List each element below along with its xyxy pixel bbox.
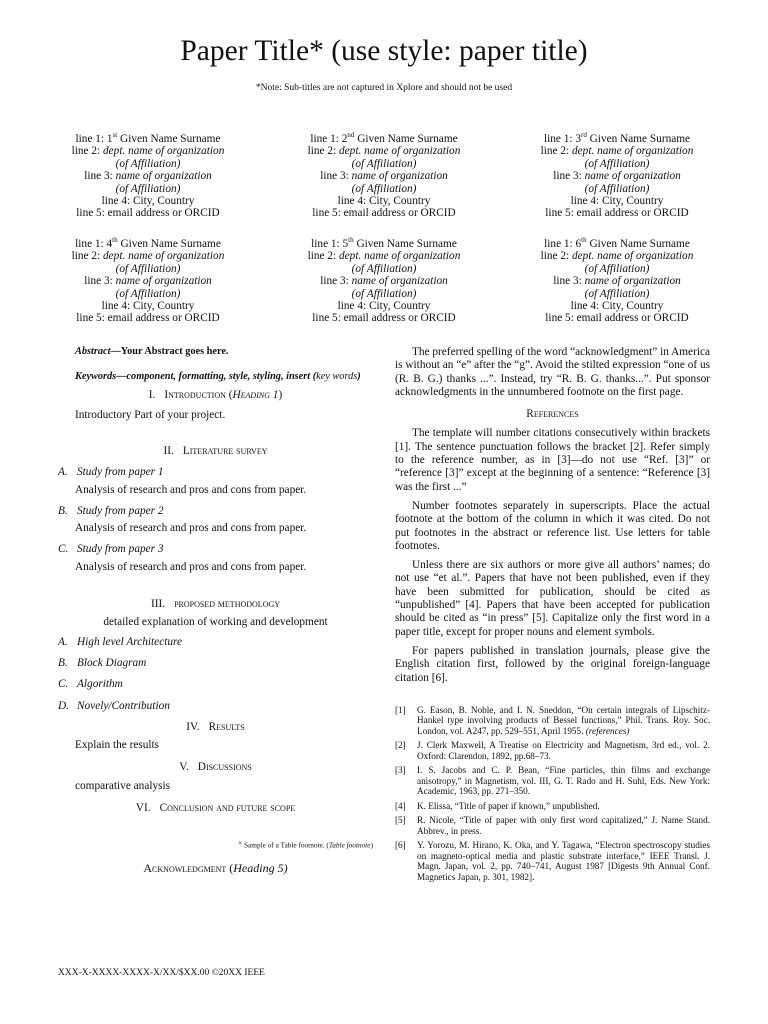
ack-italic: Heading 5 bbox=[233, 860, 284, 875]
author-line-1: line 1: 4th Given Name Surname bbox=[75, 236, 221, 250]
author-entry bbox=[284, 133, 484, 220]
title-note: *Note: Sub-titles are not captured in Xplore and should not be used bbox=[255, 83, 513, 93]
reference-list bbox=[395, 705, 710, 883]
author-line-2-affiliation: (of Affiliation) bbox=[584, 262, 650, 275]
section-heading-conclusion bbox=[58, 802, 373, 815]
author-line-3: line 3: name of organization bbox=[553, 170, 681, 183]
subsection-heading: A. Study from paper 1 bbox=[58, 466, 164, 479]
left-column bbox=[58, 346, 373, 875]
ack-title: Acknowledgment ( bbox=[143, 860, 234, 875]
footnote-italic: Table footnote bbox=[328, 840, 371, 850]
author-entry bbox=[48, 238, 248, 325]
subsection-body: Analysis of research and pros and cons from paper. bbox=[75, 483, 307, 496]
section-number: IV. bbox=[186, 720, 200, 733]
footnote-close: ) bbox=[370, 840, 373, 850]
subsection-heading: C. Algorithm bbox=[58, 678, 123, 691]
author-line-5: line 5: email address or ORCID bbox=[312, 312, 456, 325]
section-title: Discussions bbox=[197, 761, 252, 774]
author-line-1: line 1: 1st Given Name Surname bbox=[75, 131, 221, 145]
author-line-3-affiliation: (of Affiliation) bbox=[584, 287, 650, 300]
author-line-5: line 5: email address or ORCID bbox=[312, 207, 456, 220]
section-heading-introduction bbox=[58, 389, 373, 402]
section-heading-discussions bbox=[58, 761, 373, 774]
reference-item: [6] Y. Yorozu, M. Hirano, K. Oka, and Y. Tagawa, “Electron spectroscopy studies on magneto-optical media and plastic substrate interface,” IEEE Transl. J. Magn. Japan, vol. 2, pp. 740–741, August 1987 [Digests 9th Annual Conf. Magnetics Japan, p. 301, 1982]. bbox=[395, 840, 710, 882]
author-line-2: line 2: dept. name of organization bbox=[307, 250, 461, 263]
section-heading-literature bbox=[58, 445, 373, 458]
author-line-5: line 5: email address or ORCID bbox=[76, 312, 220, 325]
section-number: V. bbox=[179, 761, 189, 774]
table-footnote bbox=[58, 839, 373, 849]
author-line-1: line 1: 2nd Given Name Surname bbox=[310, 131, 458, 145]
author-line-2-affiliation: (of Affiliation) bbox=[351, 157, 417, 170]
author-entry bbox=[517, 133, 717, 220]
author-line-2-affiliation: (of Affiliation) bbox=[115, 157, 181, 170]
author-line-3-affiliation: (of Affiliation) bbox=[584, 182, 650, 195]
reference-item: [5] R. Nicole, “Title of paper with only first word capitalized,” J. Name Stand. Abbrev., in press. bbox=[395, 815, 710, 836]
author-entry bbox=[517, 238, 717, 325]
ack-close: ) bbox=[283, 860, 288, 875]
author-line-3: line 3: name of organization bbox=[320, 170, 448, 183]
abstract bbox=[58, 346, 373, 358]
author-line-1: line 1: 6th Given Name Surname bbox=[544, 236, 690, 250]
paragraph: Unless there are six authors or more give all authors’ names; do not use “et al.”. Papers that have not been published, even if they have been submitted for publication, should be cited as “unpublished” [4]. Papers that have been accepted for publication should be cited as “in press” [5]. Capitalize only the first word in a paper title, except for proper nouns and element symbols. bbox=[395, 559, 710, 638]
author-line-2: line 2: dept. name of organization bbox=[540, 145, 694, 158]
section-number: I. bbox=[148, 389, 156, 402]
author-line-2: line 2: dept. name of organization bbox=[307, 145, 461, 158]
footnote-text: Sample of a Table footnote. ( bbox=[242, 840, 329, 850]
abstract-label: Abstract bbox=[75, 346, 111, 357]
author-line-2-affiliation: (of Affiliation) bbox=[584, 157, 650, 170]
subsection bbox=[58, 543, 373, 574]
methodology-subsections bbox=[58, 636, 373, 713]
author-line-2-affiliation: (of Affiliation) bbox=[351, 262, 417, 275]
paragraph: The template will number citations consecutively within brackets [1]. The sentence punctuation follows the bracket [2]. Refer simply to the reference number, as in [3]—do not use “Ref. [3]” or “reference [3]” except at the beginning of a sentence: “Reference [3] was the first ...” bbox=[395, 427, 710, 493]
subsection bbox=[58, 505, 373, 536]
author-line-3: line 3: name of organization bbox=[84, 170, 212, 183]
subsection-heading: B. Block Diagram bbox=[58, 656, 147, 669]
section-title: Introduction ( bbox=[164, 389, 233, 402]
subsection-heading: A. High level Architecture bbox=[58, 635, 182, 648]
subsection-body: Analysis of research and pros and cons from paper. bbox=[75, 522, 307, 535]
keywords-label: Keywords—component, formatting, style, styling, insert ( bbox=[75, 371, 317, 382]
reference-item: [3] I. S. Jacobs and C. P. Bean, “Fine particles, thin films and exchange anisotropy,” in Magnetism, vol. III, G. T. Rado and H. Suhl, Eds. New York: Academic, 1963, pp. 271–350. bbox=[395, 765, 710, 797]
abstract-text: —Your Abstract goes here. bbox=[110, 346, 229, 357]
author-line-1: line 1: 3rd Given Name Surname bbox=[543, 131, 691, 145]
keywords bbox=[58, 371, 373, 383]
paper-title: Paper Title* (use style: paper title) bbox=[180, 35, 588, 67]
subsection-heading: C. Study from paper 3 bbox=[58, 543, 164, 556]
author-line-3-affiliation: (of Affiliation) bbox=[351, 182, 417, 195]
section-heading-methodology bbox=[58, 598, 373, 611]
author-entry bbox=[284, 238, 484, 325]
section-title: Literature survey bbox=[182, 445, 268, 457]
author-line-4: line 4: City, Country bbox=[337, 300, 431, 313]
right-column bbox=[395, 346, 710, 886]
section-title: Results bbox=[208, 720, 245, 733]
reference-item: [2] J. Clerk Maxwell, A Treatise on Electricity and Magnetism, 3rd ed., vol. 2. Oxford: Clarendon, 1892, pp.68–73. bbox=[395, 740, 710, 761]
paragraph: Number footnotes separately in superscripts. Place the actual footnote at the bottom of the column in which it was cited. Do not put footnotes in the abstract or reference list. Use letters for table footnotes. bbox=[395, 499, 710, 552]
author-line-4: line 4: City, Country bbox=[570, 195, 664, 208]
author-line-5: line 5: email address or ORCID bbox=[545, 207, 689, 220]
references-heading: References bbox=[526, 408, 579, 421]
subsection-heading: D. Novely/Contribution bbox=[58, 699, 170, 712]
paragraph: For papers published in translation journals, please give the English citation first, followed by the original foreign-language citation [6]. bbox=[395, 644, 710, 684]
author-line-4: line 4: City, Country bbox=[101, 300, 195, 313]
section-heading-results bbox=[58, 721, 373, 734]
author-line-2: line 2: dept. name of organization bbox=[71, 145, 225, 158]
author-line-5: line 5: email address or ORCID bbox=[545, 312, 689, 325]
acknowledgment-paragraph: The preferred spelling of the word “acknowledgment” in America is without an “e” after the “g”. Avoid the stilted expression “one of us (R. B. G.) thanks ...”. Instead, try “R. B. G. thanks...”. Put sponsor acknowledgments in the unnumbered footnote on the first page. bbox=[395, 346, 710, 398]
literature-subsections bbox=[58, 466, 373, 574]
reference-item: [4] K. Elissa, “Title of paper if known,” unpublished. bbox=[395, 800, 600, 811]
section-title-close: ) bbox=[278, 389, 283, 402]
acknowledgment-heading bbox=[58, 862, 373, 875]
keywords-close: ) bbox=[357, 371, 361, 382]
section-number: III. bbox=[150, 598, 166, 611]
author-line-2: line 2: dept. name of organization bbox=[71, 250, 225, 263]
subsection bbox=[58, 466, 373, 497]
section-title-italic: Heading 1 bbox=[232, 389, 279, 402]
section-body-results: Explain the results bbox=[75, 739, 160, 752]
subsection-heading: B. Study from paper 2 bbox=[58, 504, 164, 517]
footnote-mark: a. bbox=[238, 841, 243, 847]
section-number: II. bbox=[163, 445, 174, 457]
author-entry bbox=[48, 133, 248, 220]
author-line-4: line 4: City, Country bbox=[101, 195, 195, 208]
section-title: proposed methodology bbox=[174, 598, 281, 611]
section-body-introduction: Introductory Part of your project. bbox=[75, 408, 226, 421]
author-line-3-affiliation: (of Affiliation) bbox=[115, 182, 181, 195]
author-line-3-affiliation: (of Affiliation) bbox=[115, 287, 181, 300]
author-line-3-affiliation: (of Affiliation) bbox=[351, 287, 417, 300]
section-body-methodology: detailed explanation of working and development bbox=[103, 616, 328, 629]
author-line-3: line 3: name of organization bbox=[84, 275, 212, 288]
author-line-3: line 3: name of organization bbox=[553, 275, 681, 288]
author-line-4: line 4: City, Country bbox=[570, 300, 664, 313]
subsection-body: Analysis of research and pros and cons from paper. bbox=[75, 560, 307, 573]
copyright-footer: XXX-X-XXXX-XXXX-X/XX/$XX.00 ©20XX IEEE bbox=[58, 968, 265, 978]
keywords-italic: key words bbox=[316, 371, 358, 382]
section-body-discussions: comparative analysis bbox=[75, 779, 171, 792]
reference-item: [1] G. Eason, B. Noble, and I. N. Sneddon, “On certain integrals of Lipschitz-Hankel type involving products of Bessel functions,” Phil. Trans. Roy. Soc. London, vol. A247, pp. 529–551, April 1955. (references) bbox=[395, 704, 710, 736]
section-number: VI. bbox=[135, 802, 151, 815]
author-line-1: line 1: 5th Given Name Surname bbox=[311, 236, 457, 250]
author-line-2-affiliation: (of Affiliation) bbox=[115, 262, 181, 275]
author-line-3: line 3: name of organization bbox=[320, 275, 448, 288]
author-line-4: line 4: City, Country bbox=[337, 195, 431, 208]
author-line-2: line 2: dept. name of organization bbox=[540, 250, 694, 263]
author-line-5: line 5: email address or ORCID bbox=[76, 207, 220, 220]
section-title: Conclusion and future scope bbox=[159, 802, 296, 815]
